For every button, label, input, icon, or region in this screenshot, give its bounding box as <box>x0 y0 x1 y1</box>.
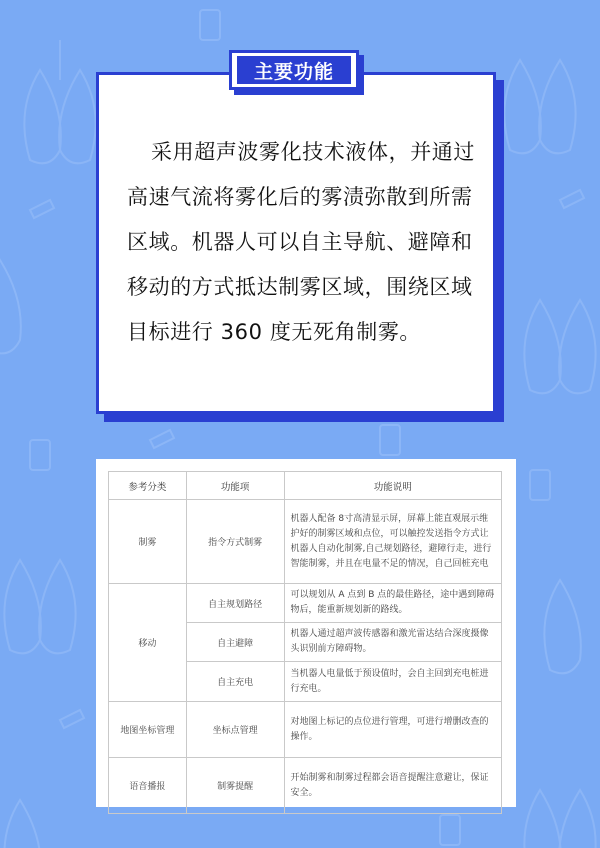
row-item: 指令方式制雾 <box>186 500 284 584</box>
function-table <box>108 471 502 814</box>
row-item: 坐标点管理 <box>186 702 284 758</box>
section-tag <box>229 50 359 90</box>
row-item: 自主充电 <box>186 662 284 702</box>
header-category: 参考分类 <box>109 472 187 500</box>
table-row <box>109 584 502 623</box>
table-header-row <box>109 472 502 500</box>
row-description: 机器人通过超声波传感器和激光雷达结合深度摄像头识别前方障碍物。 <box>284 623 501 662</box>
table-row <box>109 500 502 584</box>
row-category: 移动 <box>109 584 187 702</box>
description-text: 采用超声波雾化技术液体，并通过高速气流将雾化后的雾渍弥散到所需区域。机器人可以自主导航、避障和移动的方式抵达制雾区域，围绕区域目标进行 360 度无死角制雾。 <box>127 140 475 344</box>
row-item: 自主避障 <box>186 623 284 662</box>
row-description: 对地图上标记的点位进行管理，可进行增删改查的操作。 <box>284 702 501 758</box>
row-item: 制雾提醒 <box>186 758 284 814</box>
header-description: 功能说明 <box>284 472 501 500</box>
section-title: 主要功能 <box>237 56 351 84</box>
row-category: 语音播报 <box>109 758 187 814</box>
function-table-card <box>96 459 516 807</box>
row-description: 开始制雾和制雾过程都会语音提醒注意避让，保证安全。 <box>284 758 501 814</box>
row-category: 制雾 <box>109 500 187 584</box>
row-category: 地图坐标管理 <box>109 702 187 758</box>
table-row <box>109 758 502 814</box>
table-row <box>109 702 502 758</box>
row-description: 当机器人电量低于预设值时，会自主回到充电桩进行充电。 <box>284 662 501 702</box>
row-description: 可以规划从 A 点到 B 点的最佳路径，途中遇到障碍物后，能重新规划新的路线。 <box>284 584 501 623</box>
row-description: 机器人配备 8寸高清显示屏，屏幕上能直观展示维护好的制雾区域和点位，可以触控发送指令方式让机器人自动化制雾,自己规划路径，避障行走，进行智能制雾，并且在电量不足的情况，自己回桩充电 <box>284 500 501 584</box>
header-item: 功能项 <box>186 472 284 500</box>
row-item: 自主规划路径 <box>186 584 284 623</box>
